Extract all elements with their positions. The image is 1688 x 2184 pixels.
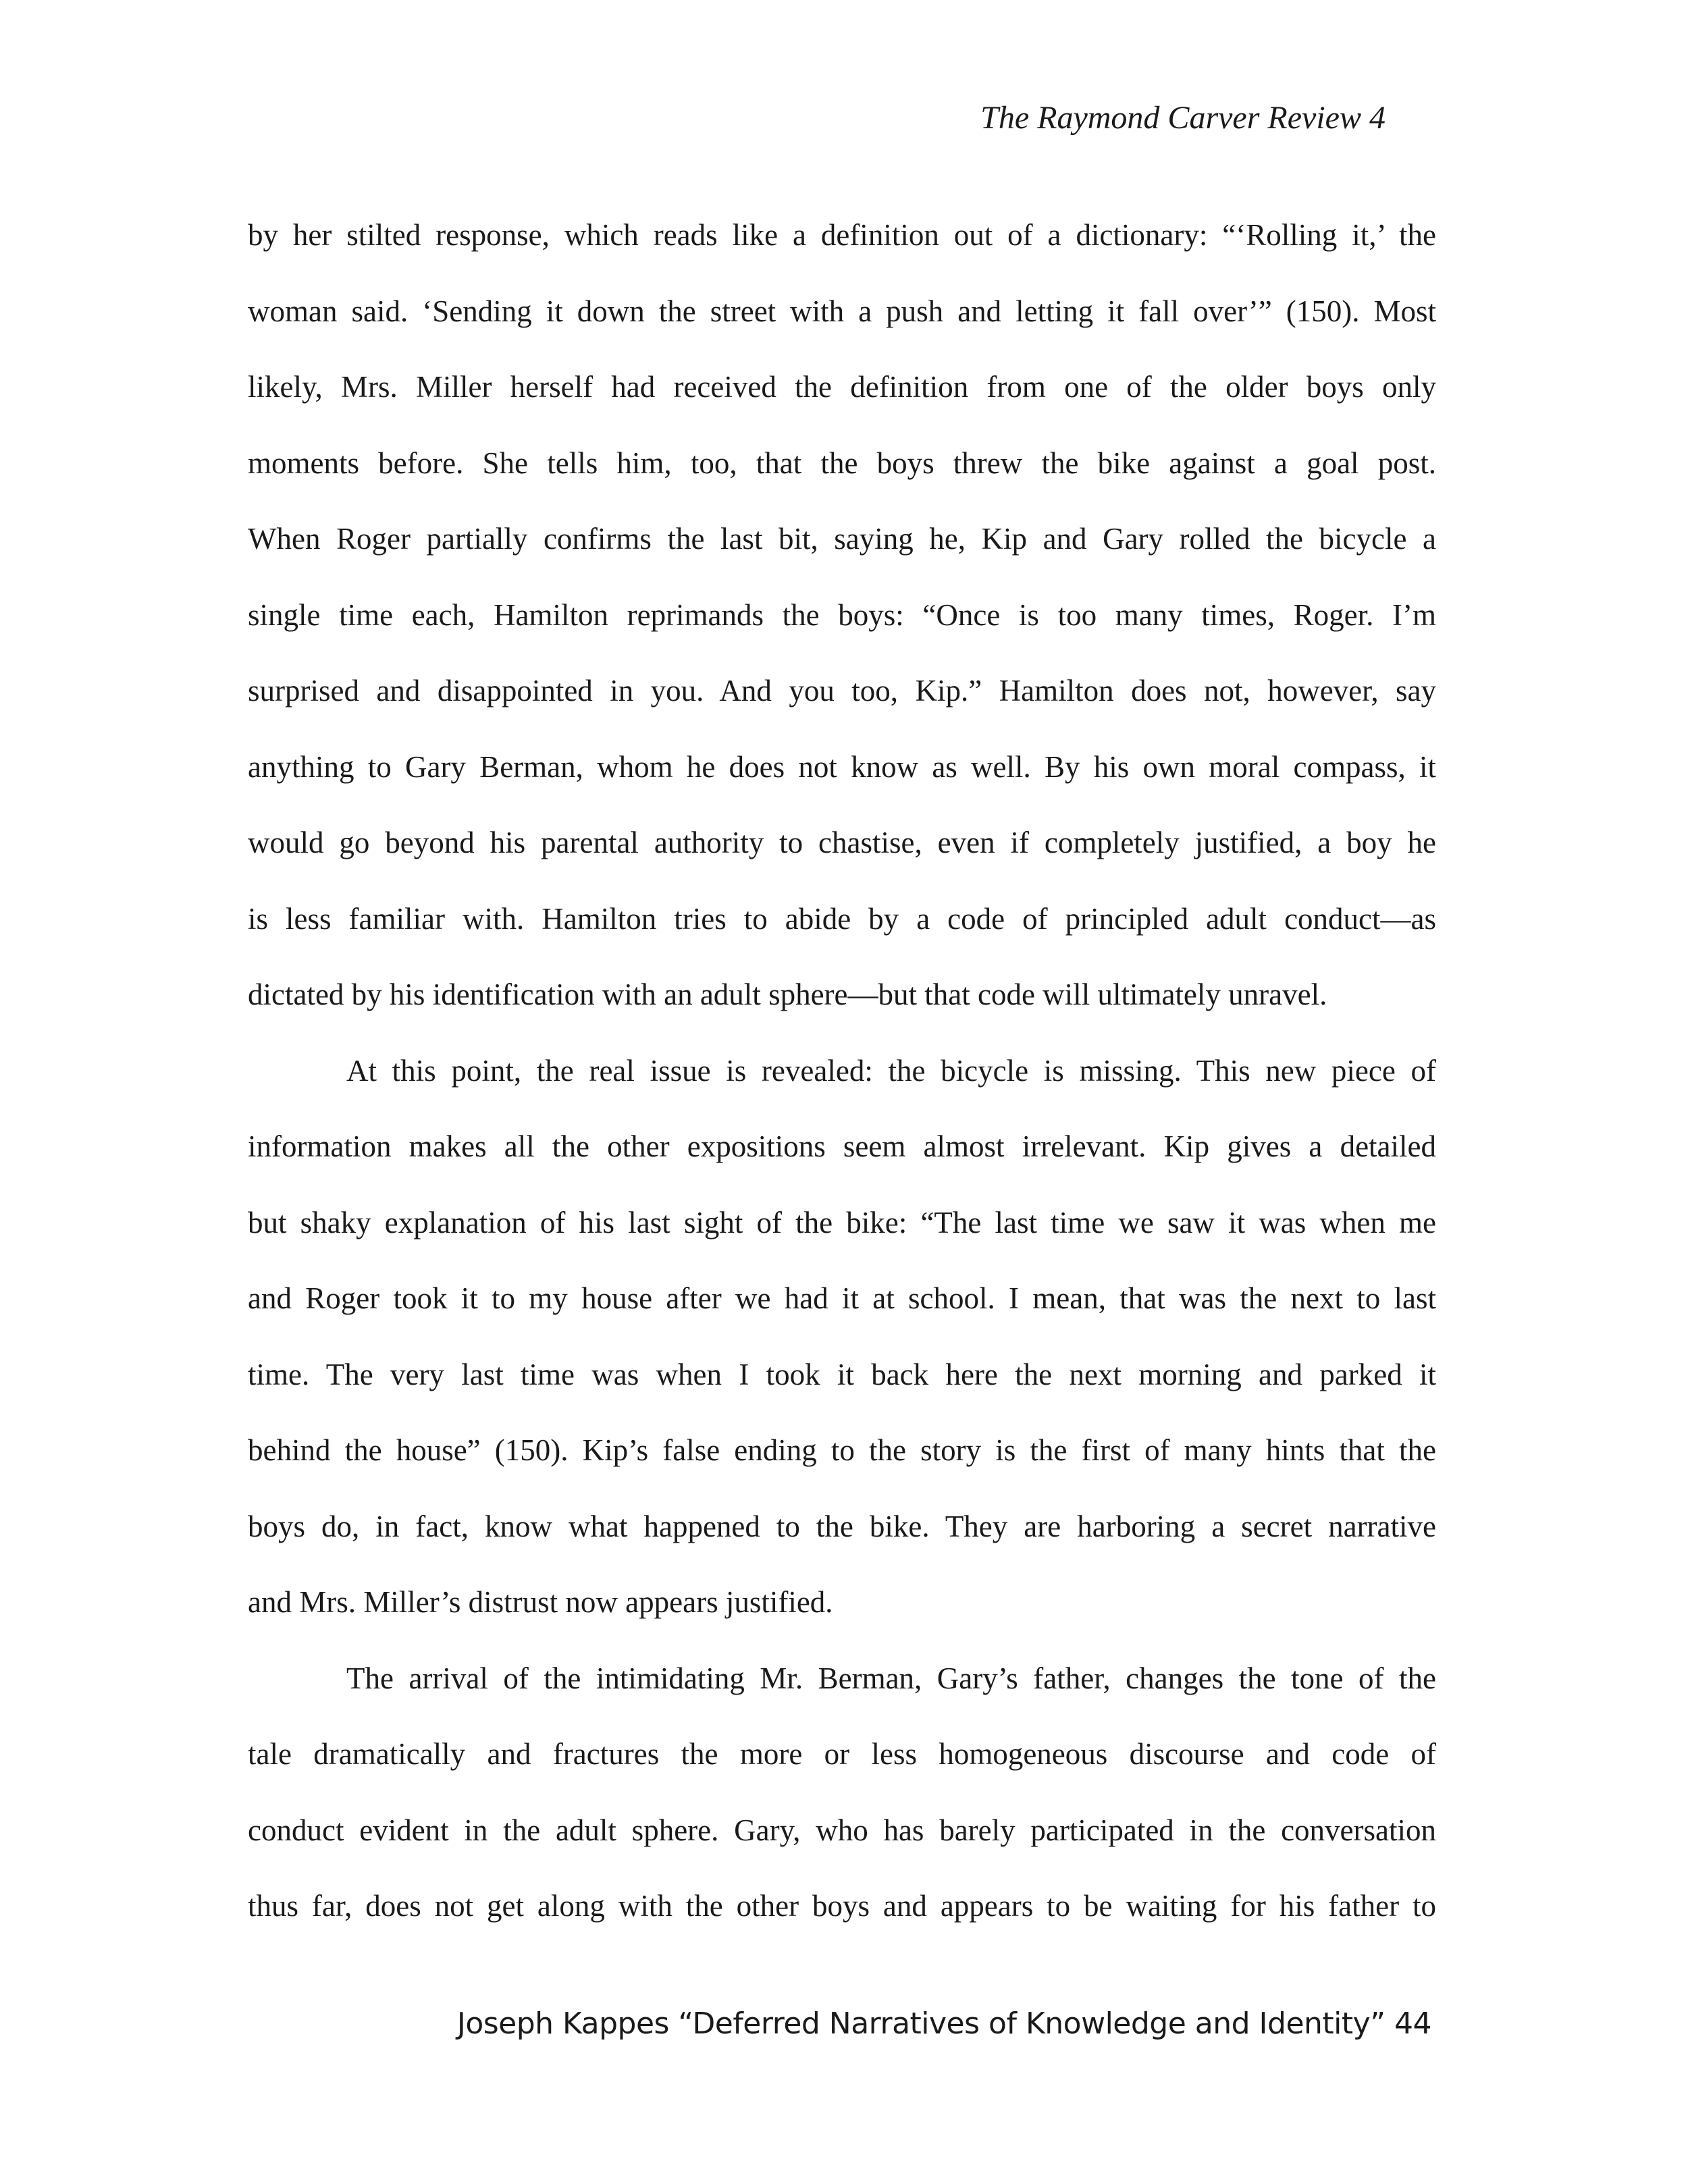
article-body <box>248 197 1436 1944</box>
running-header <box>0 98 1386 138</box>
text-line: anything to Gary Berman, whom he does not know as well. By his own moral compass, it <box>248 749 1436 784</box>
paragraph-start-line: The arrival of the intimidating Mr. Berman, Gary’s father, changes the tone of the <box>346 1661 1436 1695</box>
page-footer <box>0 2004 1431 2044</box>
text-line: behind the house” (150). Kip’s false ending to the story is the first of many hints that the <box>248 1433 1436 1467</box>
text-line: When Roger partially confirms the last bit, saying he, Kip and Gary rolled the bicycle a <box>248 522 1436 556</box>
text-line: time. The very last time was when I took it back here the next morning and parked it <box>248 1357 1436 1391</box>
text-line: surprised and disappointed in you. And you too, Kip.” Hamilton does not, however, say <box>248 674 1436 708</box>
text-line: woman said. ‘Sending it down the street with a push and letting it fall over’” (150). Most <box>248 294 1436 328</box>
text-line: and Roger took it to my house after we had it at school. I mean, that was the next to last <box>248 1281 1436 1315</box>
text-line: thus far, does not get along with the other boys and appears to be waiting for his father to <box>248 1889 1436 1923</box>
text-line: but shaky explanation of his last sight of the bike: “The last time we saw it was when me <box>248 1205 1436 1240</box>
paragraph-start-line: At this point, the real issue is revealed: the bicycle is missing. This new piece of <box>346 1053 1436 1088</box>
text-line: likely, Mrs. Miller herself had received the definition from one of the older boys only <box>248 370 1436 404</box>
paragraph-end-line: dictated by his identification with an adult sphere—but that code will ultimately unravel. <box>248 978 1327 1011</box>
text-line: is less familiar with. Hamilton tries to abide by a code of principled adult conduct—as <box>248 901 1436 936</box>
text-line: moments before. She tells him, too, that the boys threw the bike against a goal post. <box>248 446 1436 480</box>
text-line: single time each, Hamilton reprimands the boys: “Once is too many times, Roger. I’m <box>248 597 1436 632</box>
text-line: boys do, in fact, know what happened to the bike. They are harboring a secret narrative <box>248 1509 1436 1543</box>
text-line: tale dramatically and fractures the more or less homogeneous discourse and code of <box>248 1737 1436 1771</box>
text-line: conduct evident in the adult sphere. Gary, who has barely participated in the conversation <box>248 1813 1436 1847</box>
journal-title: The Raymond Carver Review 4 <box>980 100 1386 136</box>
text-line: information makes all the other expositions seem almost irrelevant. Kip gives a detailed <box>248 1129 1436 1163</box>
text-line: would go beyond his parental authority to chastise, even if completely justified, a boy he <box>248 826 1436 859</box>
paragraph-end-line: and Mrs. Miller’s distrust now appears justified. <box>248 1585 833 1619</box>
footer-citation: Joseph Kappes “Deferred Narratives of Knowledge and Identity” <box>456 2006 1386 2041</box>
text-line: by her stilted response, which reads like a definition out of a dictionary: “‘Rolling it,’ the <box>248 218 1436 252</box>
page-number: 44 <box>1394 2006 1431 2041</box>
